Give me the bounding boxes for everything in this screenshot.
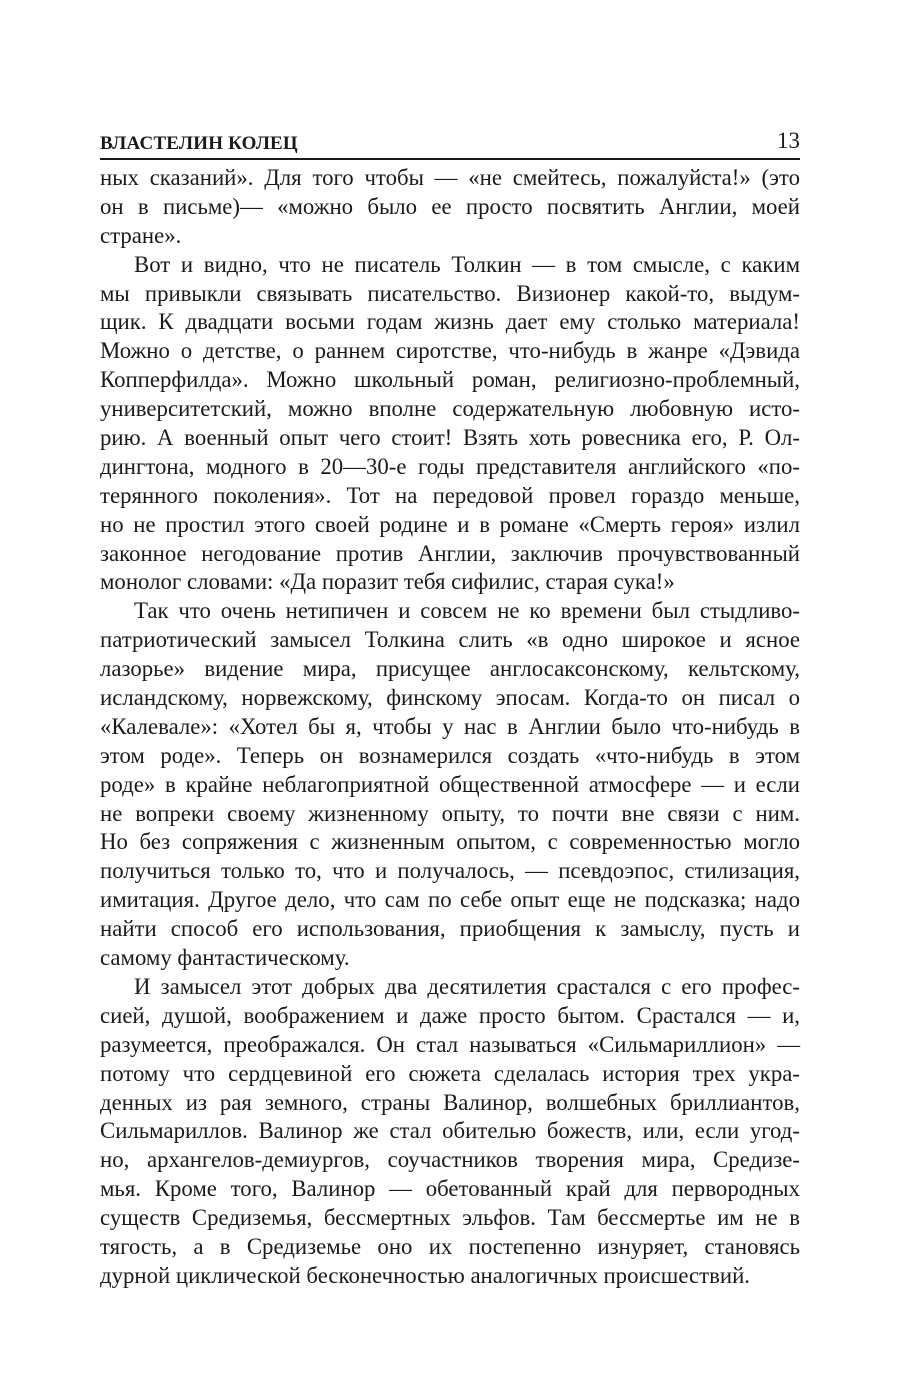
text-line: дурной циклической бесконечностью аналогичных происшествий. — [100, 1262, 750, 1288]
text-line: Но без сопряжения с жизненным опытом, с современностью могло — [100, 829, 800, 855]
page-number: 13 — [777, 128, 800, 153]
text-line: имитация. Другое дело, что сам по себе опыт еще не подсказка; надо — [100, 887, 800, 913]
text-line: университетский, можно вполне содержательную любовную исто- — [100, 396, 800, 422]
text-line: ных сказаний». Для того чтобы — «не смейтесь, пожалуйста!» (это — [100, 165, 800, 190]
text-line: существ Средиземья, бессмертных эльфов. Там бессмертье им не в — [100, 1205, 800, 1231]
text-line: Копперфилда». Можно школьный роман, религиозно-проблемный, — [100, 367, 800, 393]
text-line: Сильмариллов. Валинор же стал обителью божеств, или, если угод- — [100, 1118, 800, 1144]
text-line: потому что сердцевиной его сюжета сделалась история трех укра- — [100, 1060, 800, 1086]
paragraph — [100, 973, 800, 1291]
text-line: стране». — [100, 222, 182, 248]
text-line: «Калевале»: «Хотел бы я, чтобы у нас в Англии было что-нибудь в — [100, 713, 800, 739]
paragraph — [100, 164, 800, 251]
text-line: но, архангелов-демиургов, соучастников творения мира, Средизе- — [100, 1147, 800, 1173]
text-line: исландскому, норвежскому, финскому эпосам. Когда-то он писал о — [100, 685, 800, 711]
text-line: дингтона, модного в 20—30-е годы представителя английского «по- — [100, 453, 800, 479]
text-line: щик. К двадцати восьми годам жизнь дает ему столько материала! — [100, 309, 800, 335]
text-line: мья. Кроме того, Валинор — обетованный край для первородных — [100, 1176, 800, 1202]
text-line: законное негодование против Англии, заключив прочувствованный — [100, 540, 800, 566]
text-line: рию. А военный опыт чего стоит! Взять хоть ровесника его, Р. Ол- — [100, 425, 800, 451]
text-line: найти способ его использования, приобщения к замыслу, пусть и — [100, 916, 800, 942]
paragraph — [100, 597, 800, 973]
text-line: не вопреки своему жизненному опыту, то почти вне связи с ним. — [100, 800, 800, 826]
text-line: самому фантастическому. — [100, 945, 350, 971]
book-page — [100, 124, 800, 1291]
text-line: терянного поколения». Тот на передовой провел гораздо меньше, — [100, 482, 800, 508]
book-title: ВЛАСТЕЛИН КОЛЕЦ — [100, 133, 298, 154]
paragraph — [100, 251, 800, 598]
text-line: этом роде». Теперь он вознамерился создать «что-нибудь в этом — [100, 742, 800, 768]
text-line: Так что очень нетипичен и совсем не ко времени был стыдливо- — [134, 598, 800, 624]
text-line: тягость, а в Средиземье оно их постепенно изнуряет, становясь — [100, 1233, 800, 1259]
text-line: монолог словами: «Да поразит тебя сифилис, старая сука!» — [100, 569, 675, 595]
text-line: лазорье» видение мира, присущее англосаксонскому, кельтскому, — [100, 656, 800, 682]
running-header — [100, 124, 800, 160]
body-text — [100, 164, 800, 1291]
text-line: роде» в крайне неблагоприятной общественной атмосфере — и если — [100, 771, 800, 797]
text-line: получиться только то, что и получалось, — псевдоэпос, стилизация, — [100, 858, 800, 884]
text-line: Можно о детстве, о раннем сиротстве, что-нибудь в жанре «Дэвида — [100, 338, 800, 364]
text-line: денных из рая земного, страны Валинор, волшебных бриллиантов, — [100, 1089, 800, 1115]
text-line: сией, душой, воображением и даже просто бытом. Срастался — и, — [100, 1002, 800, 1028]
text-line: он в письме)— «можно было ее просто посвятить Англии, моей — [100, 193, 800, 219]
text-line: но не простил этого своей родине и в романе «Смерть героя» излил — [100, 511, 800, 537]
text-line: И замысел этот добрых два десятилетия срастался с его профес- — [134, 973, 800, 999]
text-line: мы привыкли связывать писательство. Визионер какой-то, выдум- — [100, 280, 800, 306]
text-line: разумеется, преображался. Он стал называться «Сильмариллион» — — [100, 1031, 800, 1057]
text-line: Вот и видно, что не писатель Толкин — в том смысле, с каким — [134, 251, 800, 277]
text-line: патриотический замысел Толкина слить «в одно широкое и ясное — [100, 627, 800, 653]
